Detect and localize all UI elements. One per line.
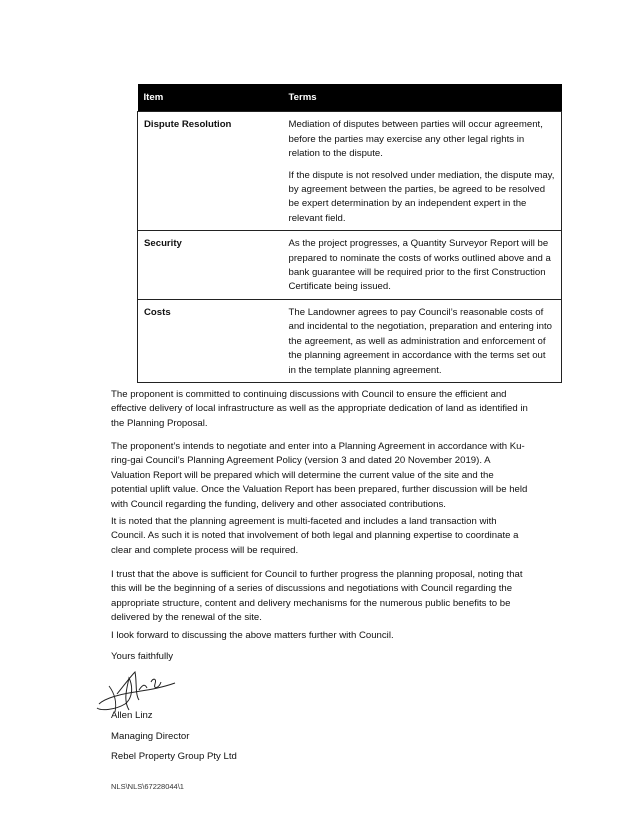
body-paragraph-commitment: The proponent is committed to continuing discussions with Council to ensure the efficient and effective delivery of local infrastructure as well as the appropriate dedication of land as identified in the Planning Proposal. [111,389,528,429]
table-header-row [138,84,562,112]
body-paragraph-trust: I trust that the above is sufficient for Council to further progress the planning proposal, noting that this will be the beginning of a series of discussions and negotiations with Council regarding the appropriate structure, content and delivery mechanisms for the numerous public benefits to be delivered by the renewal of the site. [111,569,523,624]
terms-paragraph: As the project progresses, a Quantity Surveyor Report will be prepared to nominate the costs of works outlined above and a bank guarantee will be required prior to the first Construction Certificate being issued. [288,238,551,293]
closing-salutation: Yours faithfully [111,651,174,662]
terms-paragraph: The Landowner agrees to pay Council’s reasonable costs of and incidental to the negotiation, preparation and entering into the agreement, as well as administration and enforcement of the planning agreement in accordance with the terms set out in the template planning agreement. [288,306,552,376]
header-terms: Terms [283,84,562,112]
body-paragraph-multi-faceted: It is noted that the planning agreement is multi-faceted and includes a land transaction with Council. As such it is noted that involvement of both legal and planning expertise to coordinate a clear and complete process will be required. [111,516,519,556]
signatory-company: Rebel Property Group Pty Ltd [111,751,237,762]
signatory-title: Managing Director [111,731,190,742]
row-item-costs: Costs [138,299,283,382]
signatory-name: Allen Linz [111,710,153,721]
table-row [138,112,562,231]
table-row [138,231,562,300]
row-item-dispute-resolution: Dispute Resolution [138,112,283,231]
table-row [138,299,562,382]
document-reference: NLS\NLS\67228044\1 [111,782,184,791]
row-terms-security [283,231,562,300]
row-terms-dispute-resolution [283,112,562,231]
terms-paragraph: Mediation of disputes between parties will occur agreement, before the parties may exercise any other legal rights in relation to the dispute. [288,119,543,160]
body-paragraph-planning-agreement: The proponent’s intends to negotiate and enter into a Planning Agreement in accordance with Ku-ring-gai Council’s Planning Agreement Policy (version 3 and dated 20 November 2019). A Valuation Report will be prepared which will determine the current value of the site and the potential uplift value. Once the Valuation Report has been prepared, further discussion will be held with Council regarding the funding, delivery and other associated contributions. [111,441,528,510]
terms-table [137,84,562,383]
row-terms-costs [283,299,562,382]
header-item: Item [138,84,283,112]
body-paragraph-look-forward: I look forward to discussing the above matters further with Council. [111,630,394,641]
row-item-security: Security [138,231,283,300]
terms-paragraph: If the dispute is not resolved under mediation, the dispute may, by agreement between the parties, be agreed to be resolved be expert determination by an independent expert in the relevant field. [288,169,555,224]
